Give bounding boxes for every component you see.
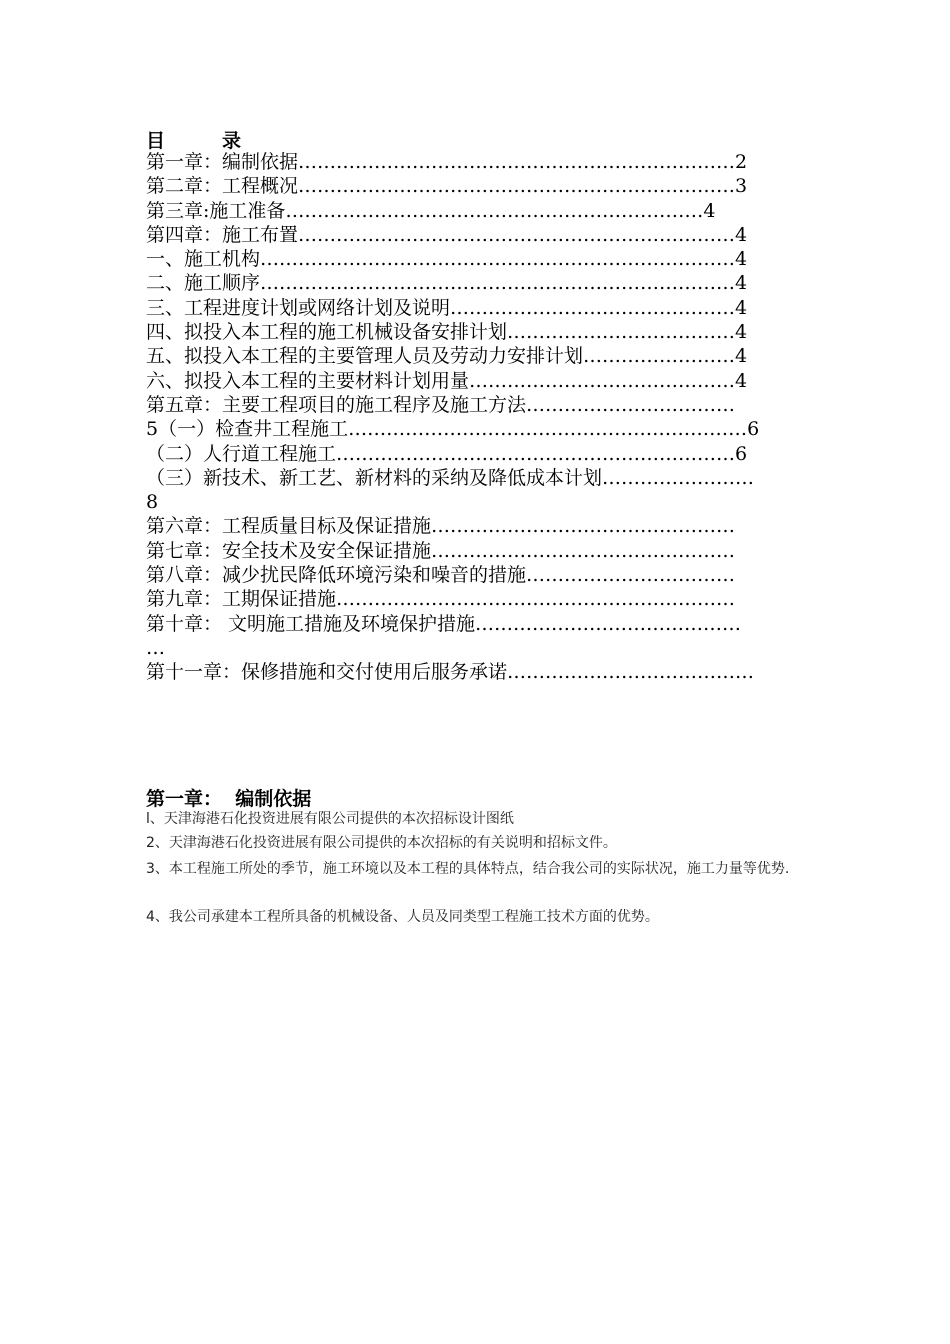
toc-entry: 一、施工机构…………………………………………………………………4 — [146, 248, 748, 271]
table-of-contents — [146, 150, 862, 685]
toc-entry: 第七章：安全技术及安全保证措施………………………………………… — [146, 539, 736, 562]
toc-entry: 第三章:施工准备…………………………………………………………4 — [146, 199, 716, 222]
toc-entry: 第六章：工程质量目标及保证措施………………………………………… — [146, 515, 736, 538]
toc-entry: … — [146, 636, 165, 659]
toc-entry: 5（一）检查井工程施工………………………………………………………6 — [146, 418, 760, 441]
toc-entry: （二）人行道工程施工………………………………………………………6 — [146, 442, 748, 465]
toc-entry: 8 — [146, 491, 159, 514]
toc-entry: （三）新技术、新工艺、新材料的采纳及降低成本计划…………………… — [146, 466, 755, 489]
toc-entry: 第八章：减少扰民降低环境污染和噪音的措施…………………………… — [146, 564, 736, 587]
toc-entry: 第九章：工期保证措施……………………………………………………… — [146, 588, 736, 611]
toc-entry: 第十章： 文明施工措施及环境保护措施…………………………………… — [146, 612, 742, 635]
toc-entry: 二、施工顺序…………………………………………………………………4 — [146, 272, 748, 295]
toc-entry: 六、拟投入本工程的主要材料计划用量……………………………………4 — [146, 369, 748, 392]
toc-entry: 五、拟投入本工程的主要管理人员及劳动力安排计划……………………4 — [146, 345, 748, 368]
chapter-heading: 第一章： 编制依据 — [146, 788, 312, 810]
chapter-item: 2、天津海港石化投资进展有限公司提供的本次招标的有关说明和招标文件。 — [146, 835, 617, 851]
toc-title: 目 录 — [146, 130, 242, 152]
toc-entry: 三、工程进度计划或网络计划及说明………………………………………4 — [146, 296, 748, 319]
chapter-item: 3、本工程施工所处的季节，施工环境以及本工程的具体特点，结合我公司的实际状况，施工力量等优势. — [146, 861, 790, 877]
toc-entry: 第四章：施工布置……………………………………………………………4 — [146, 223, 748, 246]
chapter-item: l、天津海港石化投资进展有限公司提供的本次招标设计图纸 — [146, 811, 514, 827]
toc-entry: 第一章：编制依据……………………………………………………………2 — [146, 151, 748, 173]
toc-entry: 第五章：主要工程项目的施工程序及施工方法…………………………… — [146, 393, 736, 416]
toc-entry: 第十一章：保修措施和交付使用后服务承诺………………………………… — [146, 661, 755, 684]
toc-entry: 第二章：工程概况……………………………………………………………3 — [146, 175, 748, 198]
chapter-item: 4、我公司承建本工程所具备的机械设备、人员及同类型工程施工技术方面的优势。 — [146, 909, 659, 925]
toc-entry: 四、拟投入本工程的施工机械设备安排计划………………………………4 — [146, 321, 748, 344]
